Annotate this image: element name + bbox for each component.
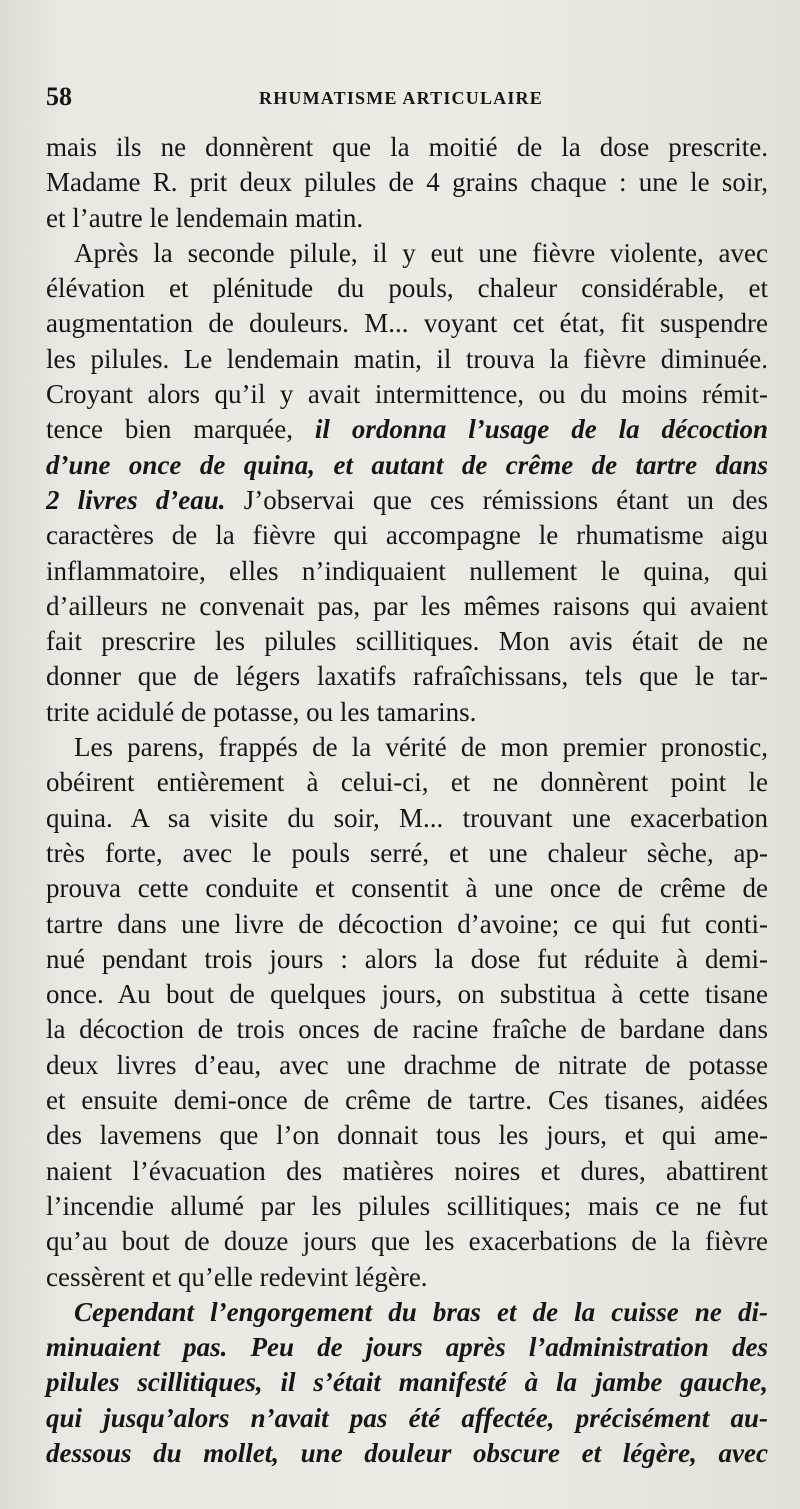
text-line xyxy=(46,130,768,165)
paragraph xyxy=(46,130,768,236)
text-line xyxy=(46,589,768,624)
roman-text: l’incendie allumé par les pilules scillitiques; mais ce ne fut xyxy=(46,1190,768,1221)
roman-text: augmentation de douleurs. M... voyant cet état, fit suspendre xyxy=(46,308,768,339)
roman-text: Les parens, frappés de la vérité de mon premier pronostic, xyxy=(74,732,768,763)
text-line xyxy=(46,1154,768,1189)
roman-text: d’ailleurs ne convenait pas, par les mêmes raisons qui avaient xyxy=(46,590,768,621)
paragraph xyxy=(46,236,768,730)
text-line xyxy=(46,165,768,200)
text-line xyxy=(46,659,768,694)
page-header xyxy=(44,82,762,116)
italic-text: pilules scillitiques, il s’était manifesté à la jambe gauche, xyxy=(46,1367,768,1398)
roman-text: les pilules. Le lendemain matin, il trouva la fièvre diminuée. xyxy=(46,343,768,374)
roman-text: et l’autre le lendemain matin. xyxy=(46,202,364,233)
text-line xyxy=(46,412,768,447)
text-line xyxy=(46,1295,768,1330)
text-line xyxy=(46,1189,768,1224)
text-line xyxy=(46,695,768,730)
text-line xyxy=(46,1048,768,1083)
roman-text: once. Au bout de quelques jours, on substitua à cette tisane xyxy=(46,979,768,1010)
roman-text: Madame R. prit deux pilules de 4 grains chaque : une le soir, xyxy=(46,167,768,198)
text-line xyxy=(46,1224,768,1259)
text-line xyxy=(46,730,768,765)
text-line xyxy=(46,871,768,906)
paragraph xyxy=(46,730,768,1295)
text-line xyxy=(46,518,768,553)
text-line xyxy=(46,1118,768,1153)
roman-text: la décoction de trois onces de racine fraîche de bardane dans xyxy=(46,1014,768,1045)
roman-text: prouva cette conduite et consentit à une once de crême de xyxy=(46,873,768,904)
roman-text: et ensuite demi-once de crême de tartre. Ces tisanes, aidées xyxy=(46,1085,768,1116)
text-line xyxy=(46,448,768,483)
roman-text: mais ils ne donnèrent que la moitié de la dose prescrite. xyxy=(46,132,768,162)
roman-text: naient l’évacuation des matières noires et dures, abattirent xyxy=(46,1155,768,1186)
text-line xyxy=(46,1365,768,1400)
page-number: 58 xyxy=(46,82,72,111)
text-line xyxy=(46,1401,768,1436)
text-line xyxy=(46,765,768,800)
italic-text: minuaient pas. Peu de jours après l’administration des xyxy=(46,1332,768,1363)
italic-text: 2 livres d’eau. xyxy=(46,484,226,515)
text-line xyxy=(46,1330,768,1365)
roman-text: inflammatoire, elles n’indiquaient nullement le quina, qui xyxy=(46,555,768,586)
text-line xyxy=(46,483,768,518)
body-text xyxy=(46,130,768,1471)
roman-text: quina. A sa visite du soir, M... trouvant une exacerbation xyxy=(46,802,768,833)
roman-text: fait prescrire les pilules scillitiques. Mon avis était de ne xyxy=(46,626,768,657)
roman-text: caractères de la fièvre qui accompagne le rhumatisme aigu xyxy=(46,520,768,551)
text-line xyxy=(46,1012,768,1047)
roman-text: deux livres d’eau, avec une drachme de nitrate de potasse xyxy=(46,1049,768,1080)
roman-text: obéirent entièrement à celui-ci, et ne donnèrent point le xyxy=(46,767,768,798)
roman-text: Croyant alors qu’il y avait intermittence, ou du moins rémit- xyxy=(46,379,768,410)
italic-text: Cependant l’engorgement du bras et de la cuisse ne di- xyxy=(74,1296,768,1327)
roman-text: J’observai que ces rémissions étant un des xyxy=(225,484,769,515)
italic-text: qui jusqu’alors n’avait pas été affectée, précisément au- xyxy=(46,1402,768,1433)
text-line xyxy=(46,1260,768,1295)
roman-text: nué pendant trois jours : alors la dose fut réduite à demi- xyxy=(46,943,768,974)
roman-text: élévation et plénitude du pouls, chaleur considérable, et xyxy=(46,273,768,304)
running-head: RHUMATISME ARTICULAIRE xyxy=(259,88,543,108)
roman-text: tence bien marquée, xyxy=(46,414,315,445)
text-line xyxy=(46,271,768,306)
italic-text: il ordonna l’usage de la décoction xyxy=(314,414,769,445)
text-line xyxy=(46,377,768,412)
text-line xyxy=(46,801,768,836)
text-line xyxy=(46,942,768,977)
text-line xyxy=(46,554,768,589)
text-line xyxy=(46,907,768,942)
text-line xyxy=(46,1083,768,1118)
roman-text: donner que de légers laxatifs rafraîchissans, tels que le tar- xyxy=(46,661,768,692)
text-line xyxy=(46,977,768,1012)
paragraph xyxy=(46,1295,768,1471)
text-line xyxy=(46,1436,768,1471)
text-line xyxy=(46,201,768,236)
text-line xyxy=(46,624,768,659)
roman-text: très forte, avec le pouls serré, et une chaleur sèche, ap- xyxy=(46,837,768,868)
roman-text: tartre dans une livre de décoction d’avoine; ce qui fut conti- xyxy=(46,908,768,939)
roman-text: cessèrent et qu’elle redevint légère. xyxy=(46,1261,428,1292)
text-line xyxy=(46,236,768,271)
roman-text: qu’au bout de douze jours que les exacerbations de la fièvre xyxy=(46,1226,768,1257)
roman-text: Après la seconde pilule, il y eut une fièvre violente, avec xyxy=(74,237,768,268)
text-line xyxy=(46,342,768,377)
text-line xyxy=(46,306,768,341)
roman-text: trite acidulé de potasse, ou les tamarins. xyxy=(46,696,477,727)
italic-text: d’une once de quina, et autant de crême de tartre dans xyxy=(46,449,768,480)
roman-text: des lavemens que l’on donnait tous les jours, et qui ame- xyxy=(46,1120,768,1151)
text-line xyxy=(46,836,768,871)
italic-text: dessous du mollet, une douleur obscure et légère, avec xyxy=(46,1437,768,1468)
